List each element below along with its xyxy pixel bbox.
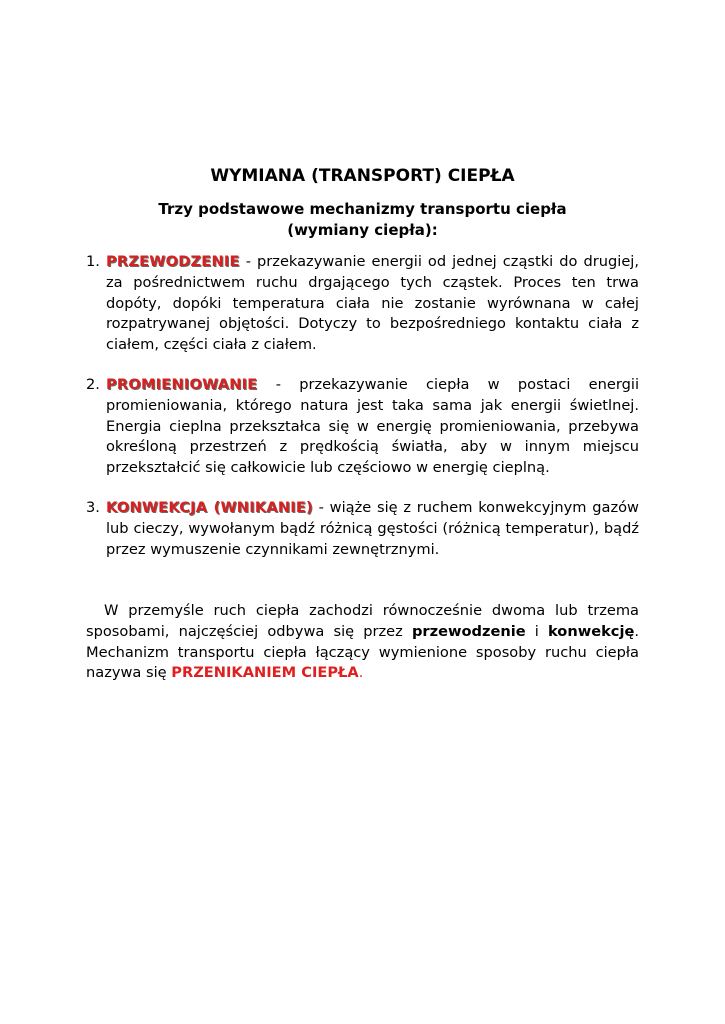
summary-bold-convection: konwekcję <box>547 622 635 640</box>
list-item-description: - przekazywanie energii od jednej cząstki do drugiej, za pośrednictwem ruchu drgającego tych cząstek. Proces ten trwa dopóty, dopóki temperatura ciała nie zostanie wyrównana w całej rozpatrywanej objętości. Dotyczy to bezpośredniego kontaktu ciała z ciałem, części ciała z ciałem. <box>106 253 639 354</box>
summary-bold-conduction: przewodzenie <box>411 622 526 640</box>
list-item-number: 1. <box>86 253 100 270</box>
list-item-body <box>106 252 639 356</box>
list-item-convection <box>86 498 639 560</box>
summary-text-3: . Mechanizm transportu ciepła łączący wymienione sposoby ruchu ciepła nazywa się <box>86 622 639 682</box>
summary-text-2: i <box>525 622 548 640</box>
list-item-number: 2. <box>86 376 100 393</box>
summary-paragraph <box>86 601 639 684</box>
summary-highlight-term: PRZENIKANIEM CIEPŁA <box>171 664 359 682</box>
term-conduction: PRZEWODZENIE <box>106 253 240 270</box>
list-item-body <box>106 375 639 479</box>
list-item-description: - przekazywanie ciepła w postaci energii promieniowania, którego natura jest taka sama jak energii świetlnej. Energia cieplna przekształca się w energię promieniowania, przebywa określoną przestrzeń z prędkością światła, aby w innym miejscu przekształcić się całkowicie lub częściowo w energię cieplną. <box>106 376 639 477</box>
list-item-body <box>106 498 639 560</box>
page-subtitle <box>0 199 725 241</box>
summary-text-1: W przemyśle ruch ciepła zachodzi równocześnie dwoma lub trzema sposobami, najczęściej odbywa się przez <box>86 602 639 640</box>
summary-end: . <box>358 664 364 682</box>
term-convection: KONWEKCJA (WNIKANIE) <box>106 499 313 516</box>
term-radiation: PROMIENIOWANIE <box>106 376 258 393</box>
page-title: WYMIANA (TRANSPORT) CIEPŁA <box>210 166 515 186</box>
list-item-number: 3. <box>86 499 100 516</box>
list-item-conduction <box>86 252 639 356</box>
list-item-radiation <box>86 375 639 479</box>
subtitle-line-1: Trzy podstawowe mechanizmy transportu ciepła <box>158 200 567 218</box>
subtitle-line-2: (wymiany ciepła): <box>287 221 438 239</box>
list-item-description: - wiąże się z ruchem konwekcyjnym gazów lub cieczy, wywołanym bądź różnicą gęstości (różnicą temperatur), bądź przez wymuszenie czynnikami zewnętrznymi. <box>106 499 639 558</box>
